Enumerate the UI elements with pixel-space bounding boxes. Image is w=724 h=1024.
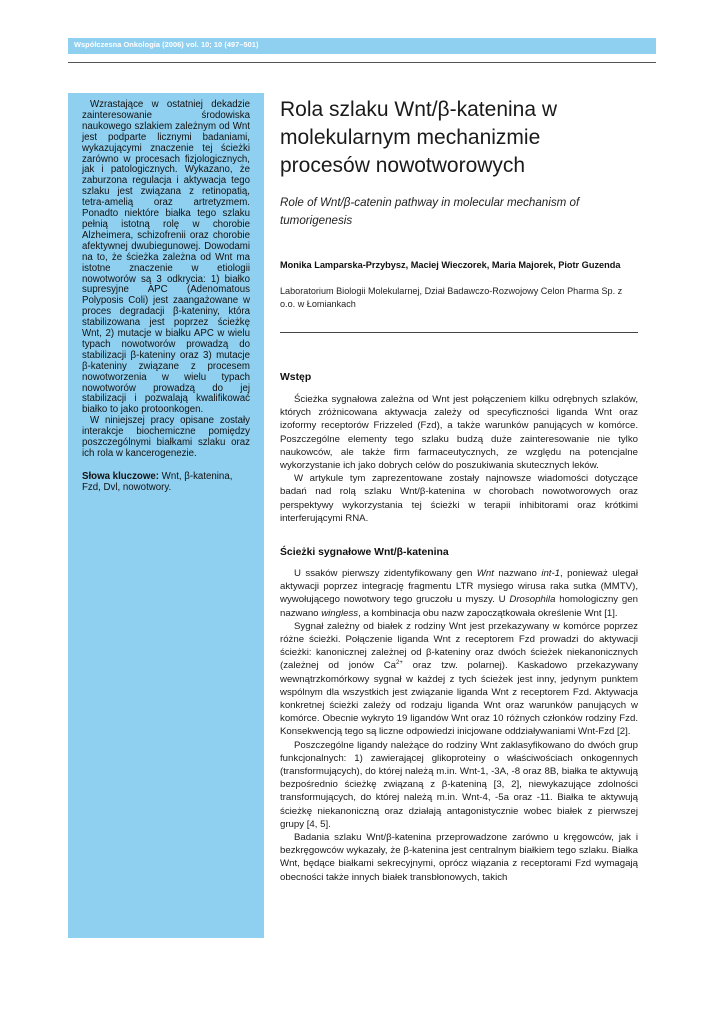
text-run: U ssaków pierwszy zidentyfikowany gen [294, 568, 477, 579]
article-affiliation: Laboratorium Biologii Molekularnej, Dział Badawczo-Rozwojowy Celon Pharma Sp. z o.o. w Łomiankach [280, 286, 623, 309]
abstract-paragraph: W niniejszej pracy opisane zostały interakcje biochemiczne pomiędzy poszczególnymi białkami szlaku oraz ich rola w kancerogenezie. [82, 415, 250, 459]
italic-run: Drosophila [509, 594, 556, 606]
abstract-box [68, 93, 264, 938]
article-authors: Monika Lamparska-Przybysz, Maciej Wieczorek, Maria Majorek, Piotr Guzenda [280, 260, 621, 270]
affiliation-rule [280, 332, 638, 333]
text-run: , a kombinacja obu nazw zapoczątkowała określenie Wnt [1]. [358, 607, 618, 619]
article-head [280, 96, 638, 311]
section-body-wstep [280, 393, 638, 525]
abstract-text [82, 100, 250, 460]
body-paragraph: Ścieżka sygnałowa zależna od Wnt jest połączeniem kilku odrębnych szlaków, których zróżnicowana aktywacja zależy od specyficzności liganda Wnt oraz izoformy receptorów Frizzeled (Fzd), a także warunków panujących w komórce. Poszczególne elementy tego szlaku budzą duże zainteresowanie nie tylko naukowców, ale także firm farmaceutycznych, ze względu na potencjalne wykorzystanie ich jako dobrych celów do poszukiwania skutecznych leków. [280, 394, 638, 472]
section-body-sciezki [280, 567, 638, 884]
text-run: oraz tzw. polarnej). Kaskadowo przekazywany wewnątrzkomórkowy sygnał w każdej z tych ścieżek jest inny, jedynym punktem wspólnym dla wszystkich jest związanie liganda Wnt z receptorem Fzd. Aktywacja konkretnej ścieżki zależy od rodzaju liganda Wnt oraz warunków panujących w komórce. Obecnie wykryto 19 ligandów Wnt oraz 10 różnych członków rodziny Fzd. Konsekwencją tego są liczne odpowiedzi inicjowane oddziaływaniami Wnt-Fzd [2]. [280, 660, 639, 738]
superscript: 2+ [396, 660, 403, 667]
text-run: homologiczny gen nazwano [280, 594, 638, 619]
section-heading-sciezki: Ścieżki sygnałowe Wnt/β-katenina [280, 547, 449, 558]
article-title-english: Role of Wnt/β-catenin pathway in molecular mechanism of tumorigenesis [280, 196, 580, 227]
article-title: Rola szlaku Wnt/β-katenina w molekularnym mechanizmie procesów nowotworowych [280, 98, 558, 177]
header-rule [68, 62, 656, 63]
journal-reference: Współczesna Onkologia (2006) vol. 10; 10 (497–501) [74, 40, 259, 49]
body-paragraph: Badania szlaku Wnt/β-katenina przeprowadzone zarówno u kręgowców, jak i bezkręgowców wykazały, że β-katenina jest centralnym białkiem tego szlaku. Białka Wnt, będące białkami sekrecyjnymi, oprócz wiązania z receptorami Fzd wymagają obecności także innych białek transbłonowych, takich [280, 832, 638, 883]
journal-header-band [68, 38, 656, 54]
keywords [82, 471, 250, 493]
section-heading-wstep: Wstęp [280, 372, 312, 383]
italic-run: wingless [321, 607, 359, 619]
body-paragraph [280, 620, 638, 739]
keywords-label: Słowa kluczowe: [82, 470, 159, 482]
italic-run: Wnt [476, 568, 494, 579]
keywords-value: Wnt, β-katenina, Fzd, Dvl, nowotwory. [82, 470, 233, 493]
text-run: nazwano [493, 568, 542, 579]
italic-run: int-1 [541, 568, 561, 579]
text-run: Sygnał zależny od białek z rodziny Wnt jest przekazywany w komórce poprzez różne ścieżki. Połączenie liganda Wnt z receptorem Fzd prowadzi do aktywacji ścieżki: kanonicznej zależnej od β-kateniny oraz dwóch ścieżek niekanonicznych (zależnej od jonów Ca [280, 620, 638, 672]
text-run: , ponieważ ulegał aktywacji poprzez integrację fragmentu LTR mysiego wirusa raka sutka (MMTV), wywołującego nowotwory tego gruczołu u myszy. U [280, 568, 638, 606]
body-paragraph: Poszczególne ligandy należące do rodziny Wnt zaklasyfikowano do dwóch grup funkcjonalnych: 1) zawierającej glikoproteiny o właściwościach onkogennych (transformujących), do której należą m.in. Wnt-1, -3A, -8 oraz 8B, białka te aktywują bezpośrednio ścieżkę związaną z β-kateniną [3, 2], niewykazujące zdolności transformujących, do której należą m.in. Wnt-4, -5a oraz -11. Białka te aktywują ścieżkę niekanoniczną oraz działają antagonistycznie wobec białek z pierwszej grupy [4, 5]. [280, 739, 638, 830]
body-paragraph: W artykule tym zaprezentowane zostały najnowsze wiadomości dotyczące badań nad rolą szlaku Wnt/β-katenina w chorobach nowotworowych oraz perspektywy wykorzystania tej ścieżki w terapii inhibitorami oraz krótkimi interferującymi RNA. [280, 473, 638, 524]
body-paragraph [280, 567, 638, 620]
abstract-paragraph: Wzrastające w ostatniej dekadzie zainteresowanie środowiska naukowego szlakiem zależnym od Wnt jest podparte licznymi badaniami, wykazującymi znaczenie tej ścieżki zarówno w procesach fizjologicznych, jak i patologicznych. Wykazano, że zaburzona regulacja i aktywacja tego szlaku jest związana z retinopatią, tetra-amelią oraz artretyzmem. Ponadto niektóre białka tego szlaku pełnią istotną rolę w chorobie Alzheimera, schizofrenii oraz chorobie afektywnej dwubiegunowej. Dowodami na to, że ścieżka zależna od Wnt ma istotne znaczenie w etiologii nowotworów są 3 odkrycia: 1) białko supresyjne APC (Adenomatous Polyposis Coli) jest zaangażowane w proces degradacji β-kateniny, która stabilizowana jest poprzez ścieżkę Wnt, 2) mutacje w białku APC w wielu typach nowotworów prowadzą do stabilizacji β-kateniny oraz 3) mutacje β-kateniny związane z procesem nowotworzenia w wielu typach nowotworów prowadzą do jej stabilizacji i pozwalają kwalifikować białko to jako protoonkogen. [82, 99, 250, 416]
